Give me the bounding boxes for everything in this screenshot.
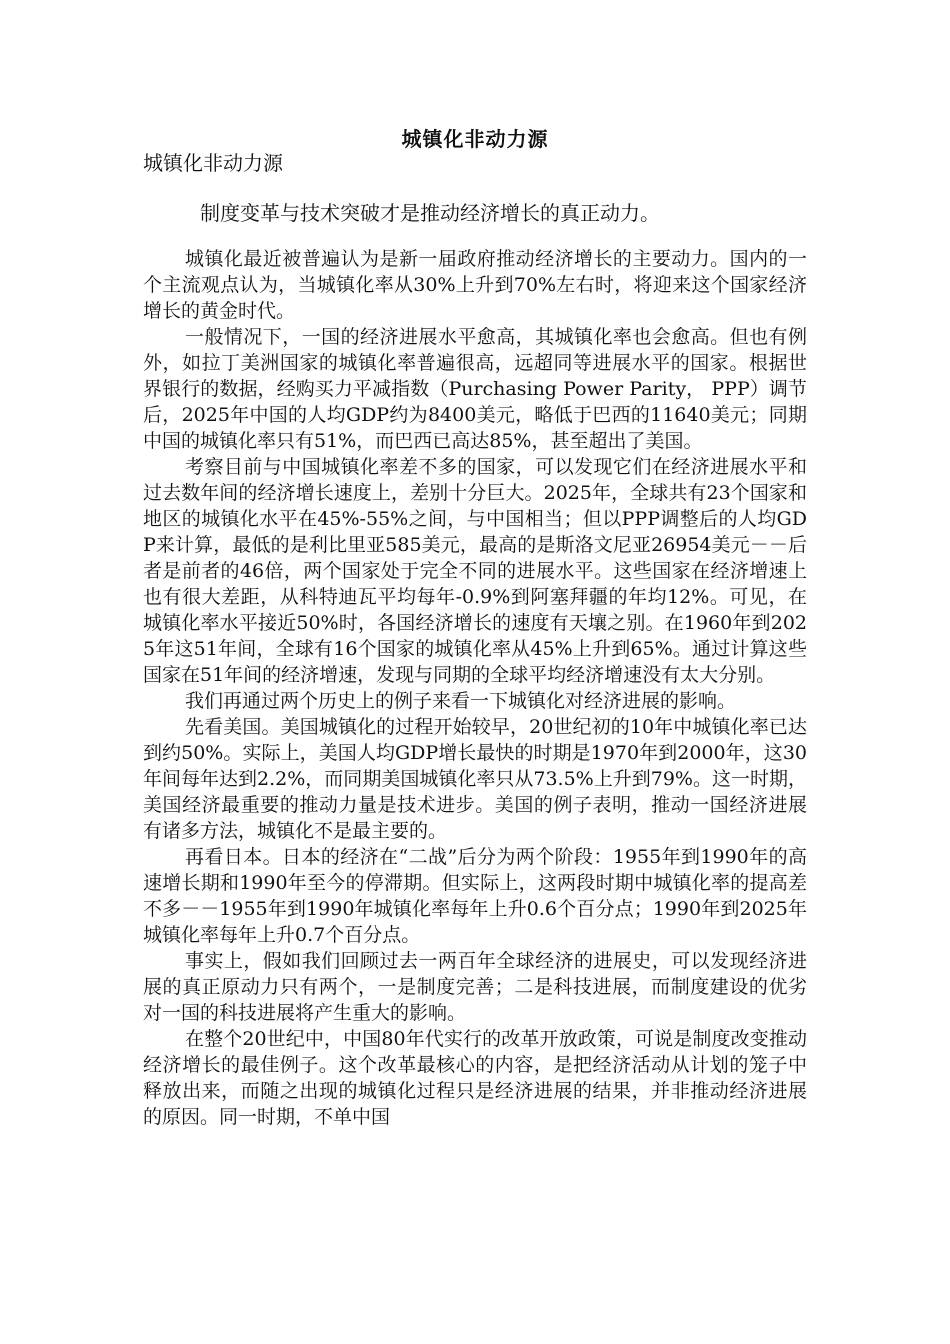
body-paragraph: 一般情况下，一国的经济进展水平愈高，其城镇化率也会愈高。但也有例外，如拉丁美洲国家的城镇化率普遍很高，远超同等进展水平的国家。根据世界银行的数据，经购买力平减指数（Purchasing Power Parity， PPP）调节后，2025年中国的人均GDP约为8400美元，略低于巴西的11640美元；同期中国的城镇化率只有51%，而巴西已高达85%，甚至超出了美国。 [143,326,807,452]
body-paragraph: 我们再通过两个历史上的例子来看一下城镇化对经济进展的影响。 [185,690,737,712]
body-paragraph: 事实上，假如我们回顾过去一两百年全球经济的进展史，可以发现经济进展的真正原动力只有两个，一是制度完善；二是科技进展，而制度建设的优劣对一国的科技进展将产生重大的影响。 [143,950,807,1024]
body-paragraph: 先看美国。美国城镇化的过程开始较早，20世纪初的10年中城镇化率已达到约50%。实际上，美国人均GDP增长最快的时期是1970年到2000年，这30年间每年达到2.2%，而同期美国城镇化率只从73.5%上升到79%。这一时期，美国经济最重要的推动力量是技术进步。美国的例子表明，推动一国经济进展有诸多方法，城镇化不是最主要的。 [143,716,807,842]
document-subtitle: 城镇化非动力源 [143,151,283,175]
body-paragraph: 再看日本。日本的经济在“二战”后分为两个阶段：1955年到1990年的高速增长期和1990年至今的停滞期。但实际上，这两段时期中城镇化率的提高差不多－－1955年到1990年城镇化率每年上升0.6个百分点；1990年到2025年城镇化率每年上升0.7个百分点。 [143,846,807,946]
document-title: 城镇化非动力源 [401,127,549,151]
document-body [143,246,807,1130]
body-paragraph: 在整个20世纪中，中国80年代实行的改革开放政策，可说是制度改变推动经济增长的最佳例子。这个改革最核心的内容，是把经济活动从计划的笼子中释放出来，而随之出现的城镇化过程只是经济进展的结果，并非推动经济进展的原因。同一时期，不单中国 [143,1028,807,1128]
document-lead: 制度变革与技术突破才是推动经济增长的真正动力。 [200,201,660,225]
body-paragraph: 城镇化最近被普遍认为是新一届政府推动经济增长的主要动力。国内的一个主流观点认为，当城镇化率从30%上升到70%左右时，将迎来这个国家经济增长的黄金时代。 [143,248,807,322]
body-paragraph: 考察目前与中国城镇化率差不多的国家，可以发现它们在经济进展水平和过去数年间的经济增长速度上，差别十分巨大。2025年，全球共有23个国家和地区的城镇化水平在45%-55%之间，与中国相当；但以PPP调整后的人均GDP来计算，最低的是利比里亚585美元，最高的是斯洛文尼亚26954美元－－后者是前者的46倍，两个国家处于完全不同的进展水平。这些国家在经济增速上也有很大差距，从科特迪瓦平均每年-0.9%到阿塞拜疆的年均12%。可见，在城镇化率水平接近50%时，各国经济增长的速度有天壤之别。在1960年到2025年这51年间，全球有16个国家的城镇化率从45%上升到65%。通过计算这些国家在51年间的经济增速，发现与同期的全球平均经济增速没有太大分别。 [143,456,807,686]
